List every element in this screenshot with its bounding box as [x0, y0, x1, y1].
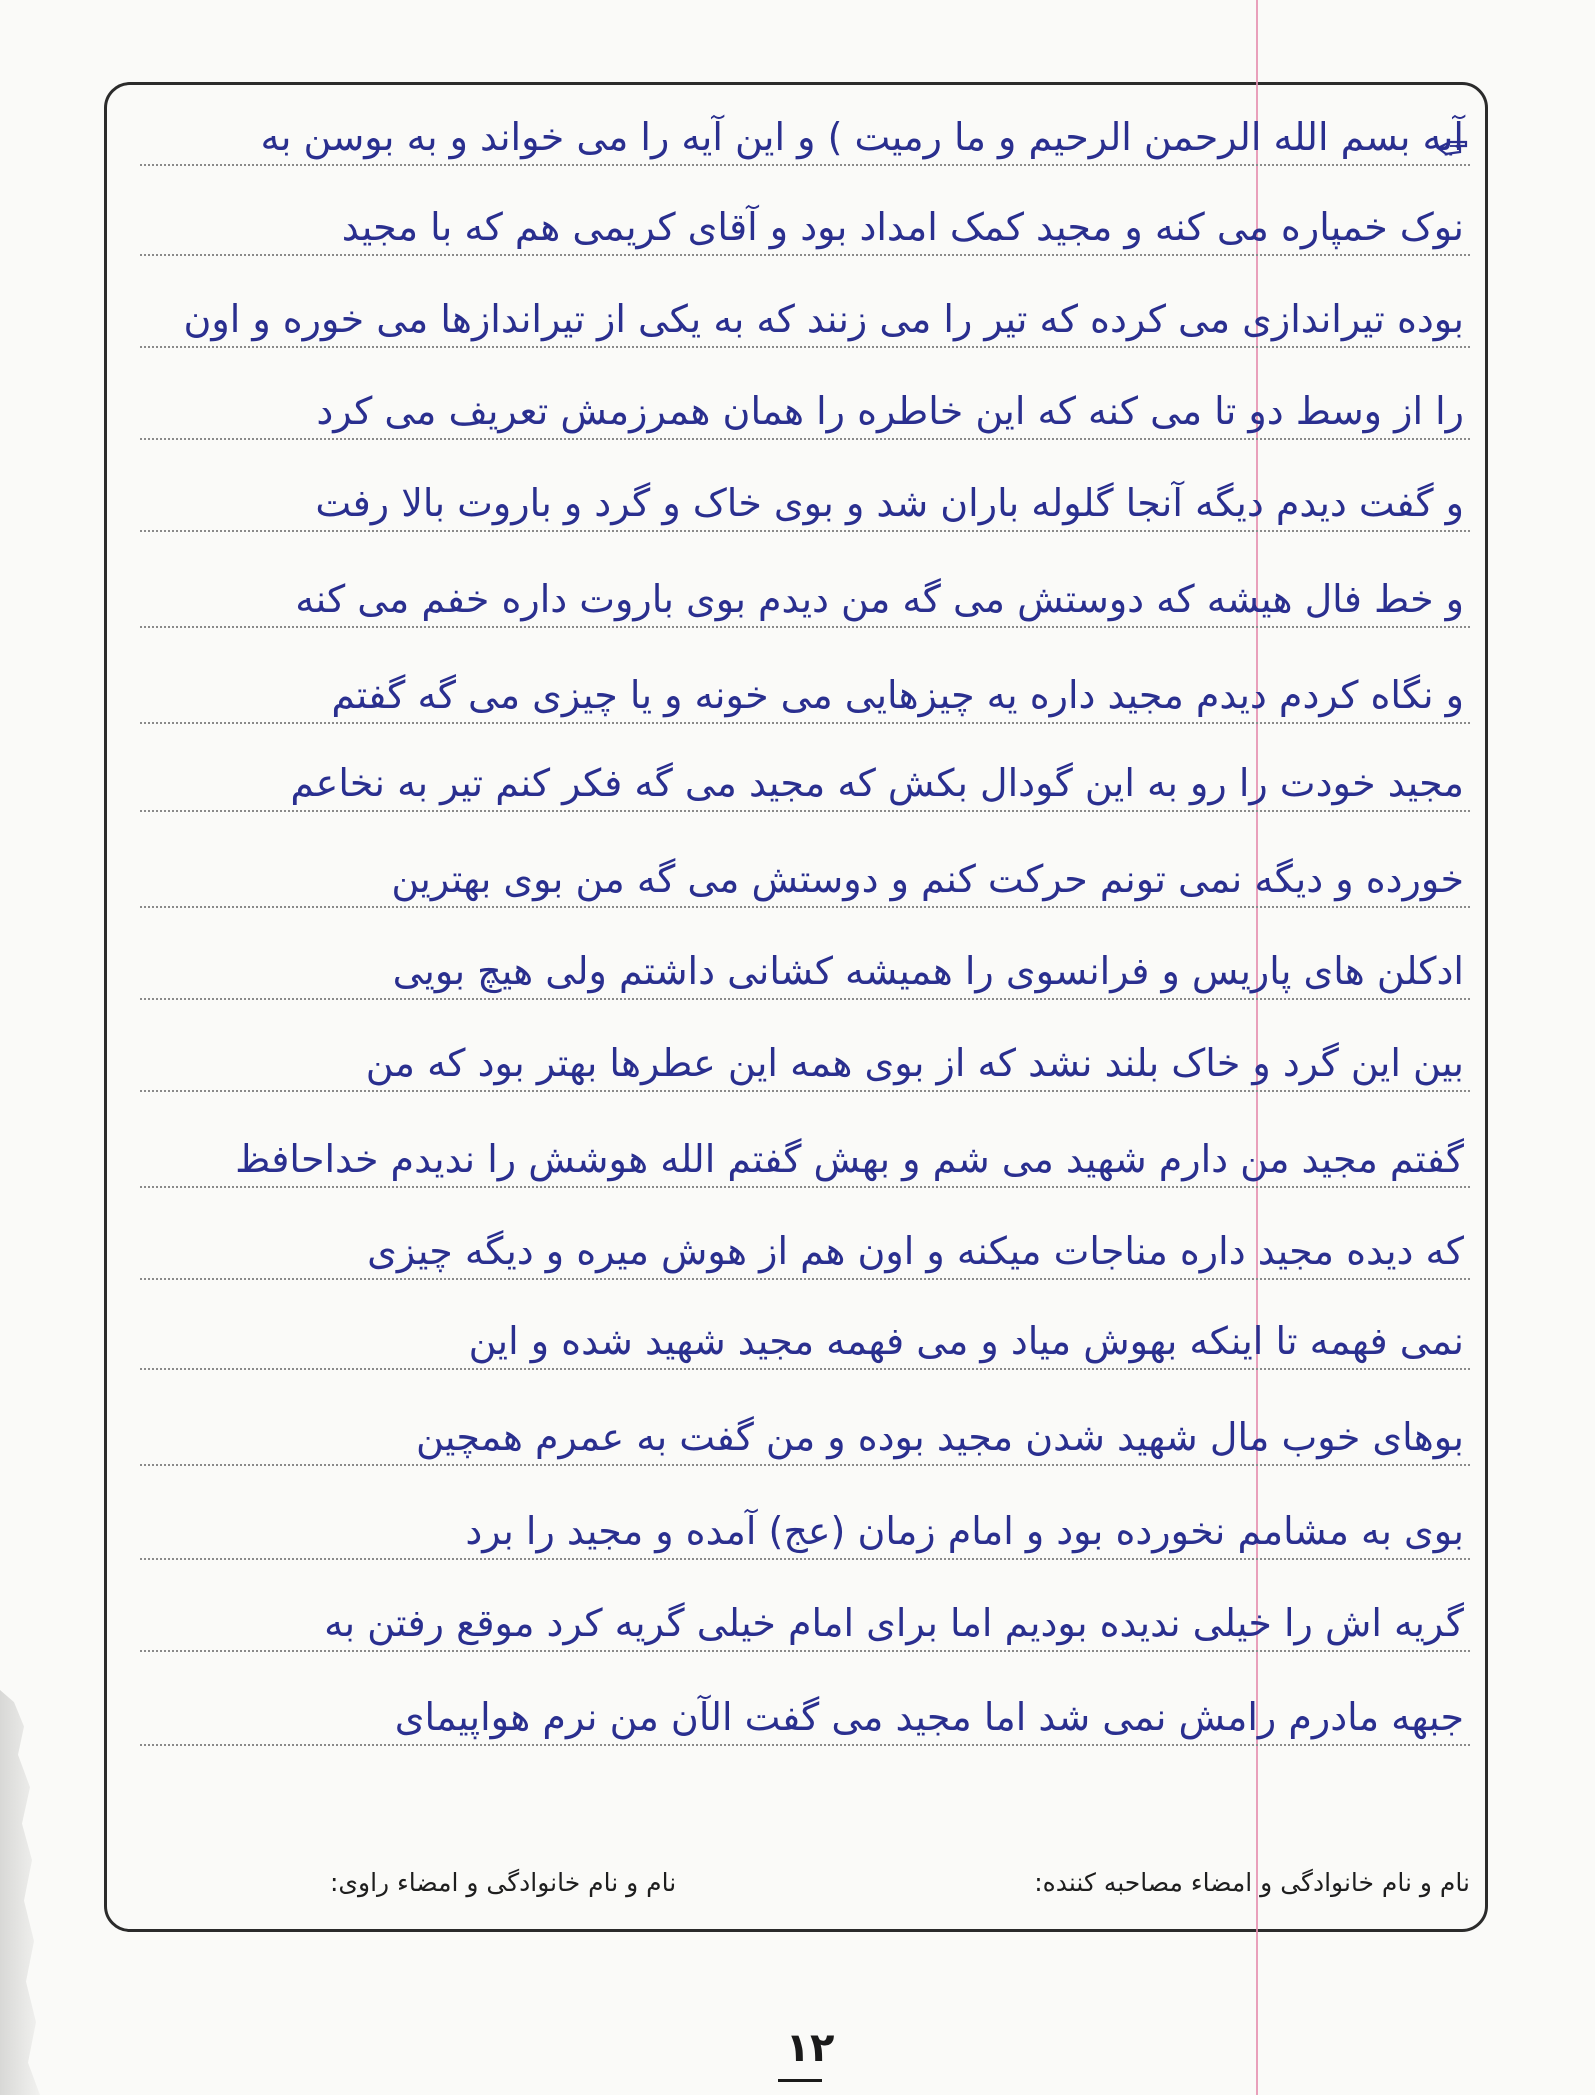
text-line	[140, 940, 1470, 1000]
line-text: بوی به مشامم نخورده بود و امام زمان (عج) آمده و مجید را برد	[465, 1509, 1464, 1553]
signature-row	[330, 1862, 1470, 1902]
line-text: آیه بسم الله الرحمن الرحیم و ما رمیت ) و این آیه را می خواند و به بوسن به	[260, 115, 1464, 159]
text-line	[140, 1500, 1470, 1560]
line-text: و خط فال هیشه که دوستش می گه من دیدم بوی باروت داره خفم می کنه	[295, 577, 1464, 621]
line-text: بین این گرد و خاک بلند نشد که از بوی همه این عطرها بهتر بود که من	[365, 1041, 1464, 1085]
line-text: خورده و دیگه نمی تونم حرکت کنم و دوستش می گه من بوی بهترین	[391, 857, 1464, 901]
line-text: نمی فهمه تا اینکه بهوش میاد و می فهمه مجید شهید شده و این	[468, 1319, 1464, 1363]
line-text: که دیده مجید داره مناجات میکنه و اون هم از هوش میره و دیگه چیزی	[367, 1229, 1464, 1273]
text-line	[140, 1032, 1470, 1092]
line-text: مجید خودت را رو به این گودال بکش که مجید می گه فکر کنم تیر به نخاعم	[290, 761, 1464, 805]
text-line	[140, 472, 1470, 532]
line-text: ادکلن های پاریس و فرانسوی را همیشه کشانی داشتم ولی هیچ بویی	[392, 949, 1464, 993]
line-text: را از وسط دو تا می کنه که این خاطره را همان همرزمش تعریف می کرد	[316, 389, 1464, 433]
line-text: جبهه مادرم رامش نمی شد اما مجید می گفت الآن من نرم هواپیمای	[394, 1695, 1464, 1739]
page-number: ۱۲	[785, 2025, 835, 2071]
text-line	[140, 1686, 1470, 1746]
text-line	[140, 1220, 1470, 1280]
text-line	[140, 1592, 1470, 1652]
line-text: نوک خمپاره می کنه و مجید کمک امداد بود و آقای کریمی هم که با مجید	[341, 205, 1464, 249]
text-line	[140, 848, 1470, 908]
text-line	[140, 380, 1470, 440]
text-line	[140, 1406, 1470, 1466]
text-line	[140, 288, 1470, 348]
narrator-signature-label: نام و نام خانوادگی و امضاء راوی:	[330, 1867, 677, 1897]
text-line	[140, 196, 1470, 256]
line-text: بوهای خوب مال شهید شدن مجید بوده و من گفت به عمرم همچین	[415, 1415, 1464, 1459]
line-text: گریه اش را خیلی ندیده بودیم اما برای امام خیلی گریه کرد موقع رفتن به	[324, 1601, 1464, 1645]
text-line	[140, 664, 1470, 724]
text-line	[140, 1128, 1470, 1188]
interviewer-signature-label: نام و نام خانوادگی و امضاء مصاحبه کننده:	[1034, 1867, 1470, 1897]
handwritten-text-block	[140, 0, 1470, 2095]
text-line	[140, 106, 1470, 166]
text-line	[140, 1310, 1470, 1370]
line-text: بوده تیراندازی می کرده که تیر را می زنند که به یکی از تیراندازها می خوره و اون	[183, 297, 1464, 341]
text-line	[140, 752, 1470, 812]
line-text: و گفت دیدم دیگه آنجا گلوله باران شد و بوی خاک و گرد و باروت بالا رفت	[315, 481, 1464, 525]
torn-paper-edge	[0, 1690, 40, 2095]
line-text: گفتم مجید من دارم شهید می شم و بهش گفتم الله هوشش را ندیدم خداحافظ	[235, 1137, 1464, 1181]
text-line	[140, 568, 1470, 628]
page-number-underline	[778, 2079, 822, 2082]
line-text: و نگاه کردم دیدم مجید داره یه چیزهایی می خونه و یا چیزی می گه گفتم	[331, 673, 1464, 717]
